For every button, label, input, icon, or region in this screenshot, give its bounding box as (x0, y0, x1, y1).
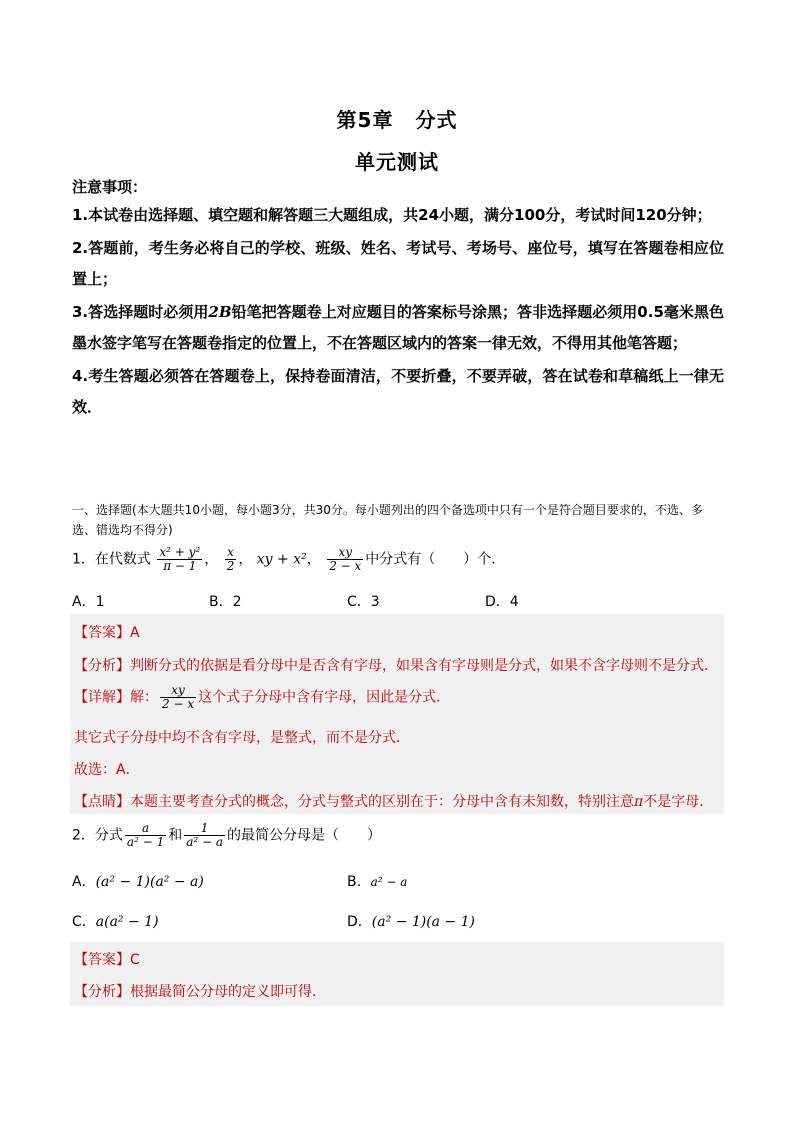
q1-option-d: D．4 (485, 594, 519, 610)
q1-option-c: C．3 (347, 594, 380, 610)
q2-prefix: 2．分式 (72, 827, 123, 844)
q1-suffix: 中分式有（ ）个． (365, 551, 506, 568)
q1-comment-b: 不是字母． (643, 794, 714, 810)
q2-option-b-label: B． (347, 874, 371, 890)
q1-f1-numerator: x² + y² (159, 545, 201, 559)
notes-section (72, 176, 724, 423)
question-1 (72, 546, 505, 573)
q1-detail-suffix: 这个式子分母中含有字母，因此是分式． (198, 689, 451, 706)
q1-sep-2: ， (238, 551, 253, 568)
q1-answer-box (70, 614, 724, 814)
subtitle: 单元测试 (355, 150, 439, 174)
q1-sep-1: ， (204, 551, 219, 568)
q1-analysis: 判断分式的依据是看分母中是否含有字母，如果含有字母则是分式，如果不含字母则不是分式． (130, 658, 718, 674)
q2-answer-box (70, 942, 724, 1006)
q2-option-d-text: (a² − 1)(a − 1) (371, 914, 476, 930)
q2-analysis-line (74, 981, 326, 1001)
q1-f1-denominator: π − 1 (163, 559, 197, 573)
q1-comment-a: 本题主要考查分式的概念，分式与整式的区别在于：分母中含有未知数，特别注意 (130, 794, 634, 810)
q1-comment-line (74, 791, 713, 811)
chapter-number: 第5章 (336, 108, 394, 132)
q1-analysis-tag: 【分析】 (74, 658, 130, 674)
q1-detail-3: 故选：A． (74, 762, 140, 778)
q1-comment-pi: π (634, 794, 644, 810)
q1-answer-tag: 【答案】 (74, 625, 130, 641)
q2-analysis-tag: 【分析】 (74, 984, 130, 1000)
q2-f1-numerator: a (125, 822, 166, 836)
note-item-3-start: 3.答选择题时必须用 (72, 303, 209, 321)
q1-fraction-1 (157, 546, 202, 573)
q2-option-a-text: (a² − 1)(a² − a) (95, 874, 204, 890)
q2-fraction-2 (184, 822, 225, 849)
q2-answer: C (130, 952, 140, 968)
q1-answer: A (130, 625, 140, 641)
q1-comment-tag: 【点睛】 (74, 794, 130, 810)
q1-prefix: 1．在代数式 (72, 551, 151, 568)
q2-option-c (72, 911, 159, 931)
note-item-2: 2.答题前，考生务必将自己的学校、班级、姓名、考试号、考场号、座位号，填写在答题卷相应位置上； (72, 239, 724, 288)
q1-f4-denominator: 2 − x (329, 559, 362, 573)
q2-option-d-label: D． (347, 914, 372, 930)
note-item-1: 1.本试卷由选择题、填空题和解答题三大题组成，共24小题，满分100分，考试时间120分钟； (72, 206, 712, 224)
q2-suffix: 的最简公分母是（ ） (227, 827, 382, 844)
q1-sep-3: ， (306, 551, 321, 568)
q2-option-d (347, 911, 475, 931)
q1-detail-tag: 【详解】 (74, 689, 130, 706)
q2-analysis: 根据最简公分母的定义即可得． (130, 984, 326, 1000)
q1-detail-fraction (160, 684, 196, 711)
q2-option-b-text: a² − a (370, 875, 408, 889)
q1-detail-numerator: xy (160, 684, 196, 698)
q2-mid: 和 (168, 827, 183, 844)
q2-option-b (347, 871, 407, 891)
q1-f2-numerator: x (225, 546, 237, 560)
notes-heading: 注意事项： (72, 178, 148, 196)
chapter-title (0, 104, 794, 133)
q1-detail-line (74, 684, 450, 711)
q2-option-c-label: C． (72, 914, 96, 930)
chapter-name: 分式 (415, 108, 458, 132)
q2-answer-tag: 【答案】 (74, 952, 130, 968)
q2-fraction-1 (125, 822, 166, 849)
q1-option-a: A．1 (72, 594, 105, 610)
question-2 (72, 822, 381, 849)
q1-fraction-4 (327, 546, 363, 573)
note-item-3-rest: 铅笔把答题卷上对应题目的答案标号涂黑；答非选择题必须用0.5毫米黑色墨水签字笔写在答题卷指定的位置上，不在答题区域内的答案一律无效，不得用其他笔答题； (72, 303, 724, 352)
q1-detail-prefix: 解： (130, 689, 158, 706)
section-1-heading: 一、选择题(本大题共10小题，每小题3分，共30分。每小题列出的四个备选项中只有一个是符合题目要求的，不选、多选、错选均不得分) (72, 503, 703, 537)
note-item-3-pencil: 2B (208, 303, 232, 321)
q2-option-c-text: a(a² − 1) (95, 914, 159, 930)
q1-fraction-2 (225, 546, 237, 573)
q1-expression-3: xy + x² (256, 551, 307, 568)
q2-f2-numerator: 1 (184, 822, 225, 836)
q2-answer-line (74, 949, 140, 969)
q2-f1-denominator: a² − 1 (126, 835, 165, 849)
q1-answer-line (74, 622, 140, 642)
note-item-4: 4.考生答题必须答在答题卷上，保持卷面清洁，不要折叠，不要弄破，答在试卷和草稿纸上一律无效． (72, 367, 724, 416)
q2-f2-denominator: a² − a (186, 835, 224, 849)
q1-option-b: B．2 (209, 594, 242, 610)
note-item-3 (72, 297, 724, 359)
q2-option-a-label: A． (72, 874, 96, 890)
q1-f2-denominator: 2 (226, 559, 235, 573)
q1-detail-denominator: 2 − x (162, 697, 195, 711)
q1-analysis-line (74, 655, 718, 675)
q1-detail-2: 其它式子分母中均不含有字母，是整式，而不是分式． (74, 730, 410, 746)
q2-option-a (72, 871, 204, 891)
q1-f4-numerator: xy (327, 546, 363, 560)
